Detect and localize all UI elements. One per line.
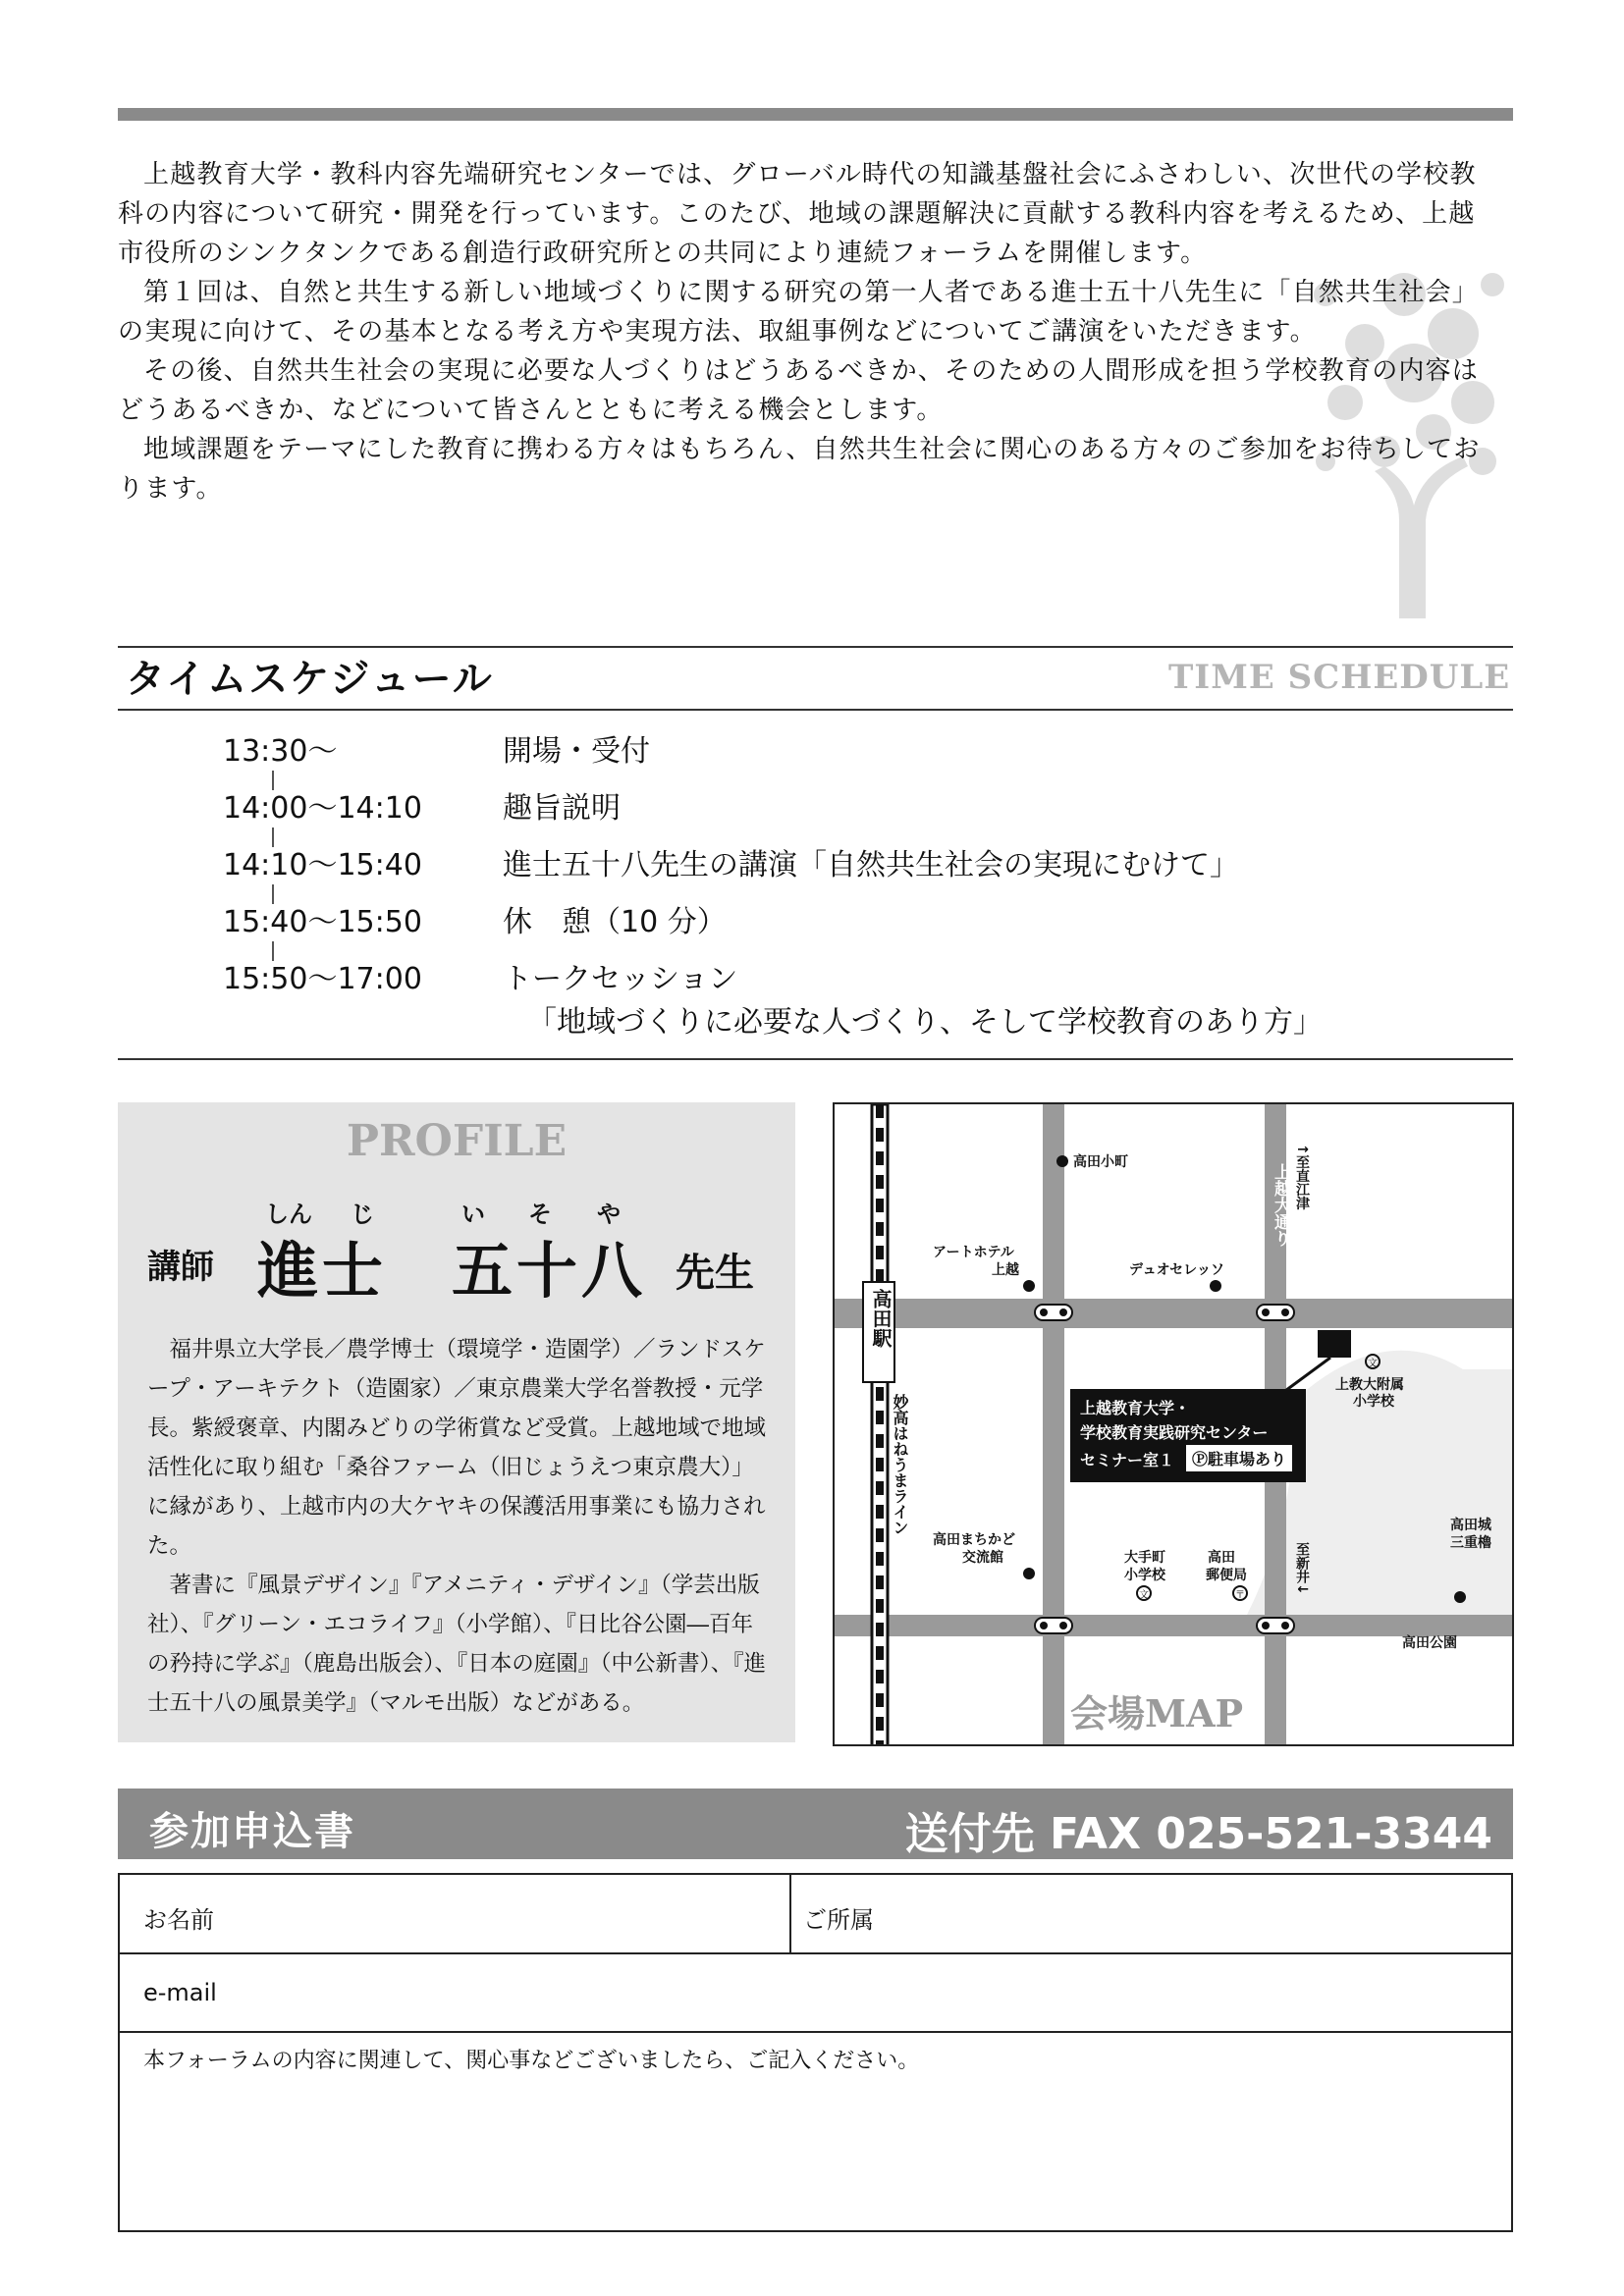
bio-paragraph: 福井県立大学長／農学博士（環境学・造園学）／ランドスケープ・アーキテクト（造園家）／東京農業大学名誉教授・元学長。紫綬褒章、内閣みどりの学術賞など受賞。上越地域で地域活性化に取り組む「桑谷ファーム（旧じょうえつ東京農大）」に縁があり、上越市内の大ケヤキの保護活用事業にも協力された。 <box>147 1337 767 1559</box>
form-col-divider <box>789 1875 791 1952</box>
schedule-title: タイムスケジュール <box>126 657 494 702</box>
landmark-machikado: 高田まちかど <box>933 1532 1015 1548</box>
rail-line-label: 妙高はねうまライン <box>891 1394 909 1535</box>
email-field-label: e-mail <box>143 1979 217 2006</box>
form-row-divider <box>120 2031 1511 2033</box>
schedule-bottom-rule <box>118 1058 1513 1060</box>
schedule-tick <box>272 771 274 790</box>
intro-paragraph: その後、自然共生社会の実現に必要な人づくりはどうあるべきか、そのための人間形成を担う学校教育の内容はどうあるべきか、などについて皆さんとともに考える機会とします。 <box>118 356 1480 425</box>
profile-label: PROFILE <box>346 1116 568 1166</box>
landmark-otemachi-school: 大手町 <box>1124 1550 1165 1566</box>
schedule-time: 14:00〜14:10 <box>223 791 422 826</box>
direction-naoetsu: ↑至直江津 <box>1294 1144 1310 1210</box>
landmark-post-office: 郵便局 <box>1206 1568 1247 1583</box>
schedule-header-rule <box>118 709 1513 711</box>
landmark-art-hotel: 上越 <box>992 1262 1019 1278</box>
lecturer-honorific: 先生 <box>676 1251 754 1296</box>
landmark-takada-komachi: 高田小町 <box>1073 1154 1128 1170</box>
intro-paragraph: 地域課題をテーマにした教育に携わる方々はもちろん、自然共生社会に関心のある方々のご参加をお待ちしております。 <box>118 435 1481 504</box>
form-row-divider <box>120 1952 1511 1954</box>
fax-number: 送付先 FAX 025-521-3344 <box>904 1809 1492 1859</box>
intro-paragraph: 上越教育大学・教科内容先端研究センターでは、グローバル時代の知識基盤社会にふさわしい、次世代の学校教科の内容について研究・開発を行っています。このたび、地域の課題解決に貢献する教科内容を考えるため、上越市役所のシンクタンクである創造行政研究所との共同により連続フォーラムを開催します。 <box>118 160 1477 268</box>
station-label: 高田駅 <box>869 1289 893 1348</box>
bio-paragraph: 著書に『風景デザイン』『アメニティ・デザイン』（学芸出版社）、『グリーン・エコライフ』（小学館）、『日比谷公園―百年の矜持に学ぶ』（鹿島出版会）、『日本の庭園』（中公新書）、『進士五十八の風景美学』（マルモ出版）などがある。 <box>147 1573 767 1716</box>
svg-text:文: 文 <box>1368 1359 1378 1369</box>
schedule-event: 休 憩（10 分） <box>503 905 727 939</box>
venue-label-line1: 上越教育大学・ <box>1080 1399 1191 1417</box>
landmark-machikado: 交流館 <box>962 1550 1003 1566</box>
affiliation-field-label: ご所属 <box>803 1906 874 1934</box>
lecturer-bio <box>147 1330 768 1723</box>
schedule-tick <box>272 884 274 904</box>
application-form <box>118 1873 1513 2232</box>
landmark-castle: 高田城 <box>1450 1518 1491 1533</box>
lecturer-name: 進士 五十八 <box>257 1235 647 1307</box>
name-field[interactable] <box>238 1883 778 1946</box>
schedule-tick <box>272 828 274 847</box>
affiliation-field[interactable] <box>905 1883 1494 1946</box>
email-field[interactable] <box>238 1961 1494 2024</box>
schedule-time: 14:10〜15:40 <box>223 848 422 882</box>
schedule-event: 趣旨説明 <box>503 791 621 826</box>
landmark-fuzoku-school: 小学校 <box>1353 1394 1394 1410</box>
landmark-art-hotel: アートホテル <box>933 1245 1014 1260</box>
intro-paragraph: 第１回は、自然と共生する新しい地域づくりに関する研究の第一人者である進士五十八先生に「自然共生社会」の実現に向けて、その基本となる考え方や実現方法、取組事例などについてご講演をいただきます。 <box>118 278 1480 347</box>
map-title: 会場MAP <box>1070 1691 1244 1735</box>
schedule-subtitle: TIME SCHEDULE <box>1168 658 1511 697</box>
lecturer-role: 講師 <box>147 1248 214 1287</box>
schedule-event: 「地域づくりに必要な人づくり、そして学校教育のあり方」 <box>527 1005 1323 1040</box>
ruby-text: い <box>461 1201 485 1228</box>
top-rule <box>118 108 1513 121</box>
ruby-text: じ <box>351 1201 374 1228</box>
parking-badge: Ⓟ駐車場あり <box>1186 1445 1292 1471</box>
venue-label-line3: セミナー室１ <box>1080 1451 1175 1469</box>
schedule-time: 15:40〜15:50 <box>223 905 422 939</box>
landmark-duo-cerezo: デュオセレッソ <box>1129 1262 1225 1278</box>
schedule-time: 13:30〜 <box>223 734 338 769</box>
landmark-fuzoku-school: 上教大附属 <box>1335 1377 1404 1393</box>
schedule-tick <box>272 941 274 961</box>
venue-map <box>833 1102 1514 1746</box>
schedule-time: 15:50〜17:00 <box>223 962 422 996</box>
schedule-event: 開場・受付 <box>503 734 650 769</box>
comments-field[interactable] <box>139 2081 1489 2218</box>
direction-arai: 至新井↓ <box>1294 1542 1310 1595</box>
landmark-otemachi-school: 小学校 <box>1124 1568 1165 1583</box>
name-field-label: お名前 <box>143 1906 214 1934</box>
main-road-label: 上越大通り <box>1271 1163 1290 1247</box>
ruby-text: や <box>597 1201 621 1228</box>
ruby-text: そ <box>528 1201 552 1228</box>
svg-text:文: 文 <box>1139 1590 1149 1601</box>
landmark-post-office: 高田 <box>1208 1550 1235 1566</box>
landmark-castle: 三重櫓 <box>1450 1535 1491 1551</box>
ruby-text: しん <box>265 1201 312 1228</box>
comments-field-label: 本フォーラムの内容に関連して、関心事などございましたら、ご記入ください。 <box>143 2049 920 2073</box>
schedule-event: トークセッション <box>503 962 738 996</box>
schedule-event: 進士五十八先生の講演「自然共生社会の実現にむけて」 <box>503 848 1239 882</box>
intro-text <box>118 155 1492 508</box>
venue-label-line2: 学校教育実践研究センター <box>1080 1423 1269 1442</box>
form-title: 参加申込書 <box>149 1809 355 1854</box>
svg-text:〒: 〒 <box>1235 1590 1245 1601</box>
landmark-takada-park: 高田公園 <box>1402 1635 1457 1651</box>
